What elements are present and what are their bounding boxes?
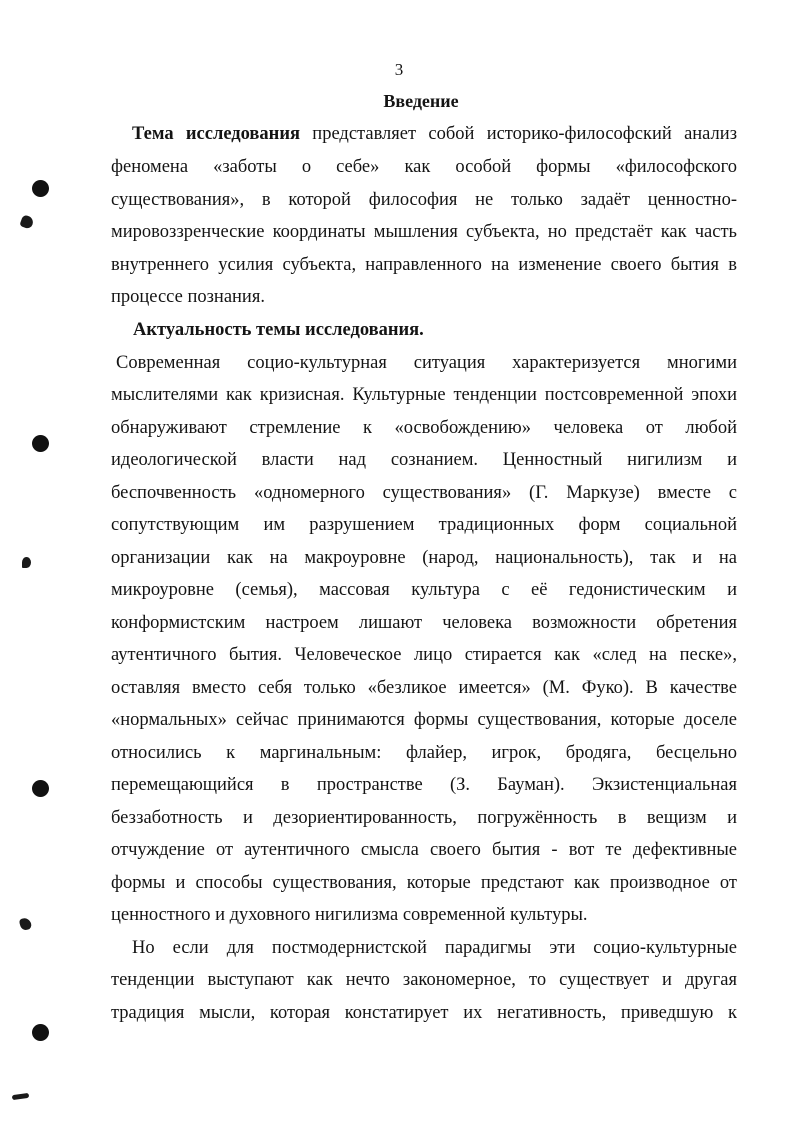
relevance-heading: Актуальность темы исследования.: [133, 320, 424, 340]
page-number: 3: [394, 60, 404, 79]
binder-hole-2: [32, 435, 49, 452]
text-line: беззаботность и дезориентированность, погружённость в вещизм и: [111, 808, 737, 828]
topic-line1-rest: представляет собой историко-философский анализ: [300, 124, 737, 144]
scan-mark-1: [19, 214, 34, 229]
text-line: идеологической власти над сознанием. Ценностный нигилизм и: [111, 450, 737, 470]
text-line: беспочвенность «одномерного существования» (Г. Маркузе) вместе с: [111, 483, 737, 503]
text-line: традиция мысли, которая констатирует их негативность, приведшую к: [111, 1003, 737, 1023]
text-line: феномена «заботы о себе» как особой формы «философского: [111, 157, 737, 177]
binder-hole-4: [32, 1024, 49, 1041]
text-line: ценностного и духовного нигилизма современной культуры.: [111, 905, 588, 925]
text-line: относились к маргинальным: флайер, игрок, бродяга, бесцельно: [111, 743, 737, 763]
text-line: формы и способы существования, которые предстают как производное от: [111, 873, 737, 893]
text-line: «нормальных» сейчас принимаются формы существования, которые доселе: [111, 710, 737, 730]
section-heading: Введение: [383, 91, 459, 111]
text-line: аутентичного бытия. Человеческое лицо стирается как «след на песке»,: [111, 645, 737, 665]
text-line: Но если для постмодернистской парадигмы эти социо-культурные: [132, 938, 737, 958]
binder-hole-3: [32, 780, 49, 797]
text-line: отчуждение от аутентичного смысла своего бытия - вот те дефективные: [111, 840, 737, 860]
topic-lead: Тема исследования: [132, 124, 301, 144]
text-line: мировоззренческие координаты мышления субъекта, но предстаёт как часть: [111, 222, 737, 242]
text-line: конформистским настроем лишают человека возможности обретения: [111, 613, 737, 633]
scan-mark-3: [19, 917, 33, 931]
text-line: тенденции выступают как нечто закономерное, то существует и другая: [111, 970, 737, 990]
text-line: сопутствующим им разрушением традиционных форм социальной: [111, 515, 737, 535]
text-line: существования», в которой философия не только задаёт ценностно-: [111, 190, 737, 210]
text-line: процессе познания.: [111, 287, 265, 307]
text-line: мыслителями как кризисная. Культурные тенденции постсовременной эпохи: [111, 385, 737, 405]
text-line: микроуровне (семья), массовая культура с её гедонистическим и: [111, 580, 737, 600]
text-line: перемещающийся в пространстве (З. Бауман). Экзистенциальная: [111, 775, 737, 795]
scan-mark-4: [12, 1093, 30, 1100]
text-line: Современная социо-культурная ситуация характеризуется многими: [116, 353, 737, 373]
text-line: внутреннего усилия субъекта, направленного на изменение своего бытия в: [111, 255, 737, 275]
binder-hole-1: [32, 180, 49, 197]
text-line: обнаруживают стремление к «освобождению» человека от любой: [111, 418, 737, 438]
text-line: организации как на макроуровне (народ, национальность), так и на: [111, 548, 737, 568]
text-line: [132, 123, 737, 145]
text-line: оставляя вместо себя только «безликое имеется» (М. Фуко). В качестве: [111, 678, 737, 698]
scan-mark-2: [22, 557, 31, 568]
